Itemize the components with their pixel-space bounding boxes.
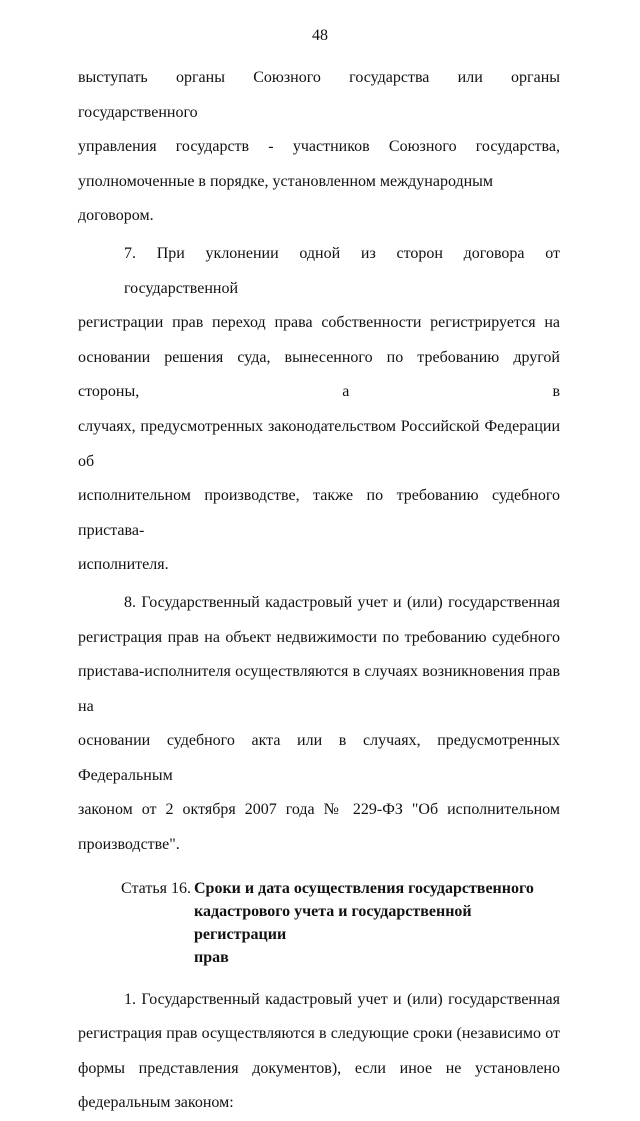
text-line: федеральным законом: <box>78 1094 234 1112</box>
article-label: Статья 16. <box>121 879 191 897</box>
article-title-line: прав <box>194 948 229 966</box>
article-title-line: Сроки и дата осуществления государственного <box>194 879 534 897</box>
text-line: производстве". <box>78 836 180 854</box>
text-line: 1. Государственный кадастровый учет и (или) государственная <box>124 990 560 1008</box>
text-line: регистрация прав осуществляются в следующие сроки (независимо от <box>78 1025 560 1043</box>
text-line: исполнительном производстве, также по требованию судебного пристава- <box>78 487 560 539</box>
text-line: основании решения суда, вынесенного по требованию другой стороны, а в <box>78 348 560 401</box>
text-line: регистрация прав на объект недвижимости по требованию судебного <box>78 628 560 646</box>
text-line: уполномоченные в порядке, установленном международным договором. <box>78 172 494 225</box>
document-body <box>78 61 560 1121</box>
text-line: 7. При уклонении одной из сторон договора от государственной <box>124 244 560 297</box>
text-line: формы представления документов), если иное не установлено <box>78 1059 560 1077</box>
article-title-line: кадастрового учета и государственной регистрации <box>194 902 472 943</box>
text-line: выступать органы Союзного государства или органы государственного <box>78 69 560 121</box>
text-line: управления государств - участников Союзного государства, <box>78 138 560 156</box>
page-number: 48 <box>312 27 328 44</box>
text-line: законом от 2 октября 2007 года № 229-ФЗ "Об исполнительном <box>78 801 560 819</box>
paragraph-7 <box>78 237 560 583</box>
text-line: основании судебного акта или в случаях, предусмотренных Федеральным <box>78 732 560 784</box>
text-line: пристава-исполнителя осуществляются в случаях возникновения прав на <box>78 663 560 715</box>
text-line: случаях, предусмотренных законодательством Российской Федерации об <box>78 417 560 470</box>
text-line: 8. Государственный кадастровый учет и (или) государственная <box>124 593 560 611</box>
text-line: исполнителя. <box>78 556 169 574</box>
paragraph-8 <box>78 586 560 863</box>
paragraph-1 <box>78 983 560 1121</box>
article-heading <box>78 877 560 969</box>
intro-paragraph <box>78 61 560 234</box>
text-line: регистрации прав переход права собственности регистрируется на <box>78 314 560 332</box>
